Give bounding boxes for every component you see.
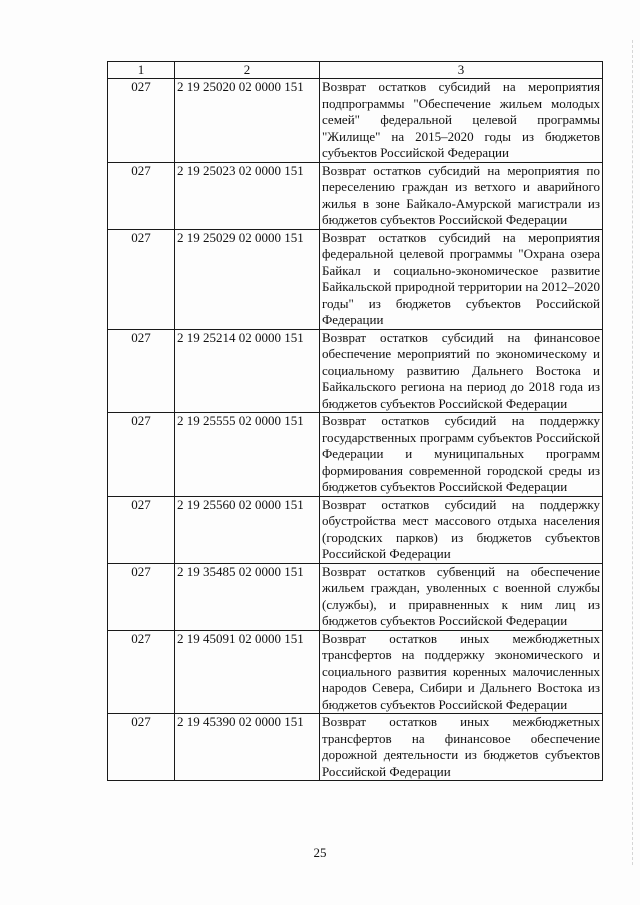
admin-code-cell: 027 — [108, 714, 175, 781]
budget-code-cell: 2 19 35485 02 0000 151 — [175, 563, 320, 630]
table-row — [108, 496, 603, 563]
description-cell: Возврат остатков субсидий на финансовое обеспечение мероприятий по экономическому и социальному развитию Дальнего Востока и Байкальского региона на период до 2018 года из бюджетов субъектов Российской Федерации — [320, 329, 603, 413]
admin-code-cell: 027 — [108, 229, 175, 329]
table-row — [108, 79, 603, 163]
budget-code-cell: 2 19 25560 02 0000 151 — [175, 496, 320, 563]
header-col-3: 3 — [320, 62, 603, 79]
budget-code-cell: 2 19 45091 02 0000 151 — [175, 630, 320, 714]
description-cell: Возврат остатков субвенций на обеспечение жильем граждан, уволенных с военной службы (службы), и приравненных к ним лиц из бюджетов субъектов Российской Федерации — [320, 563, 603, 630]
table-row — [108, 714, 603, 781]
budget-code-cell: 2 19 25023 02 0000 151 — [175, 162, 320, 229]
table-row — [108, 162, 603, 229]
header-col-2: 2 — [175, 62, 320, 79]
table-row — [108, 630, 603, 714]
header-col-1: 1 — [108, 62, 175, 79]
budget-codes-table — [107, 61, 603, 781]
admin-code-cell: 027 — [108, 162, 175, 229]
page-number: 25 — [313, 845, 327, 860]
table-row — [108, 563, 603, 630]
table-row — [108, 413, 603, 497]
admin-code-cell: 027 — [108, 496, 175, 563]
description-cell: Возврат остатков субсидий на поддержку государственных программ субъектов Российской Федерации и муниципальных программ формирования современной городской среды из бюджетов субъектов Российской Федерации — [320, 413, 603, 497]
description-cell: Возврат остатков иных межбюджетных трансфертов на финансовое обеспечение дорожной деятельности из бюджетов субъектов Российской Федерации — [320, 714, 603, 781]
admin-code-cell: 027 — [108, 329, 175, 413]
table-row — [108, 329, 603, 413]
description-cell: Возврат остатков субсидий на мероприятия подпрограммы "Обеспечение жильем молодых семей" федеральной целевой программы "Жилище" на 2015–2020 годы из бюджетов субъектов Российской Федерации — [320, 79, 603, 163]
description-cell: Возврат остатков субсидий на мероприятия по переселению граждан из ветхого и аварийного жилья в зоне Байкало-Амурской магистрали из бюджетов субъектов Российской Федерации — [320, 162, 603, 229]
admin-code-cell: 027 — [108, 630, 175, 714]
budget-code-cell: 2 19 25214 02 0000 151 — [175, 329, 320, 413]
admin-code-cell: 027 — [108, 413, 175, 497]
budget-code-cell: 2 19 45390 02 0000 151 — [175, 714, 320, 781]
budget-code-cell: 2 19 25555 02 0000 151 — [175, 413, 320, 497]
admin-code-cell: 027 — [108, 79, 175, 163]
scan-edge-line — [632, 40, 634, 865]
budget-code-cell: 2 19 25029 02 0000 151 — [175, 229, 320, 329]
table-header-row — [108, 62, 603, 79]
budget-code-cell: 2 19 25020 02 0000 151 — [175, 79, 320, 163]
table-row — [108, 229, 603, 329]
description-cell: Возврат остатков иных межбюджетных трансфертов на поддержку экономического и социального развития коренных малочисленных народов Севера, Сибири и Дальнего Востока из бюджетов субъектов Российской Федерации — [320, 630, 603, 714]
description-cell: Возврат остатков субсидий на мероприятия федеральной целевой программы "Охрана озера Байкал и социально-экономическое развитие Байкальской природной территории на 2012–2020 годы" из бюджетов субъектов Российской Федерации — [320, 229, 603, 329]
admin-code-cell: 027 — [108, 563, 175, 630]
description-cell: Возврат остатков субсидий на поддержку обустройства мест массового отдыха населения (городских парков) из бюджетов субъектов Российской Федерации — [320, 496, 603, 563]
